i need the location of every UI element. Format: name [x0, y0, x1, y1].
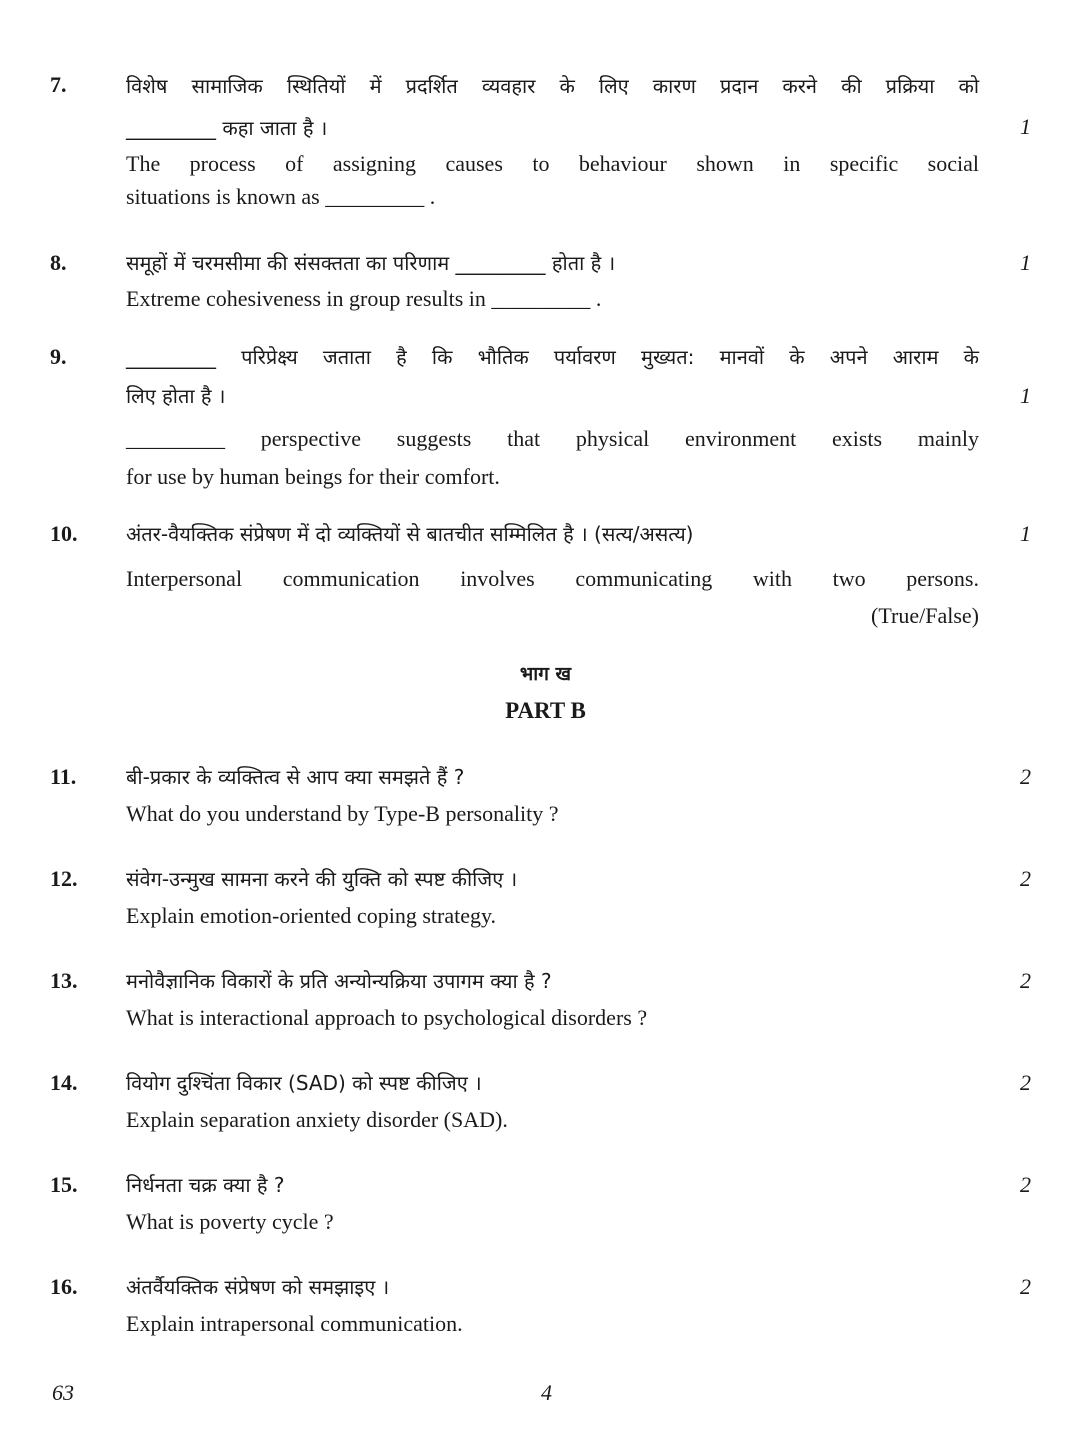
question-text-hindi: निर्धनता चक्र क्या है ?: [126, 1173, 285, 1197]
question-number: 11.: [50, 764, 77, 789]
marks: 1: [1020, 383, 1031, 408]
marks: 1: [1020, 250, 1031, 275]
page-number: 4: [541, 1380, 552, 1405]
question-text-english: situations is known as _________ .: [126, 184, 436, 209]
question-number: 16.: [50, 1274, 78, 1299]
question-text-english: for use by human beings for their comfort.: [126, 464, 500, 489]
question-text-hindi: समूहों में चरमसीमा की संसक्तता का परिणाम _________ होता है ।: [126, 251, 616, 275]
question-text-english: (True/False): [871, 603, 979, 628]
question-number: 15.: [50, 1172, 78, 1197]
marks: 2: [1020, 1274, 1031, 1299]
part-heading-hindi: भाग ख: [519, 663, 572, 685]
paper-code: 63: [52, 1380, 74, 1405]
question-text-english: _________ perspective suggests that physical environment exists mainly: [126, 426, 979, 451]
marks: 2: [1020, 1070, 1031, 1095]
question-number: 7.: [50, 72, 67, 97]
question-number: 13.: [50, 968, 78, 993]
question-text-hindi: वियोग दुश्चिंता विकार (SAD) को स्पष्ट कीजिए ।: [126, 1071, 482, 1095]
question-number: 12.: [50, 866, 78, 891]
question-text-hindi: _________ कहा जाता है ।: [126, 116, 328, 140]
question-text-hindi: अंतर-वैयक्तिक संप्रेषण में दो व्यक्तियों से बातचीत सम्मिलित है । (सत्य/असत्य): [126, 522, 694, 546]
marks: 1: [1020, 521, 1031, 546]
question-text-hindi: बी-प्रकार के व्यक्तित्व से आप क्या समझते हैं ?: [126, 765, 465, 789]
question-text-english: What is poverty cycle ?: [126, 1209, 334, 1234]
marks: 2: [1020, 1172, 1031, 1197]
question-text-english: What do you understand by Type-B personality ?: [126, 801, 559, 826]
question-text-english: Explain intrapersonal communication.: [126, 1311, 463, 1336]
marks: 1: [1020, 114, 1031, 139]
question-text-english: Explain emotion-oriented coping strategy.: [126, 903, 497, 928]
question-text-hindi: संवेग-उन्मुख सामना करने की युक्ति को स्पष्ट कीजिए ।: [126, 867, 518, 891]
part-heading-english: PART B: [505, 698, 586, 723]
question-text-hindi: मनोवैज्ञानिक विकारों के प्रति अन्योन्यक्रिया उपागम क्या है ?: [126, 969, 552, 993]
question-text-english: Interpersonal communication involves communicating with two persons.: [126, 566, 979, 591]
question-text-hindi: अंतर्वैयक्तिक संप्रेषण को समझाइए ।: [126, 1275, 390, 1299]
question-text-english: The process of assigning causes to behaviour shown in specific social: [126, 151, 979, 176]
question-text-hindi: लिए होता है ।: [126, 384, 226, 408]
question-number: 10.: [50, 521, 78, 546]
question-number: 14.: [50, 1070, 78, 1095]
question-text-hindi: _________ परिप्रेक्ष्य जताता है कि भौतिक पर्यावरण मुख्यत: मानवों के अपने आराम के: [126, 345, 979, 369]
question-number: 8.: [50, 250, 67, 275]
question-text-hindi: विशेष सामाजिक स्थितियों में प्रदर्शित व्यवहार के लिए कारण प्रदान करने की प्रक्रिया को: [126, 74, 979, 98]
question-text-english: What is interactional approach to psychological disorders ?: [126, 1005, 648, 1030]
marks: 2: [1020, 968, 1031, 993]
question-text-english: Explain separation anxiety disorder (SAD).: [126, 1107, 508, 1132]
marks: 2: [1020, 764, 1031, 789]
marks: 2: [1020, 866, 1031, 891]
question-text-english: Extreme cohesiveness in group results in _________ .: [126, 286, 602, 311]
question-number: 9.: [50, 344, 67, 369]
